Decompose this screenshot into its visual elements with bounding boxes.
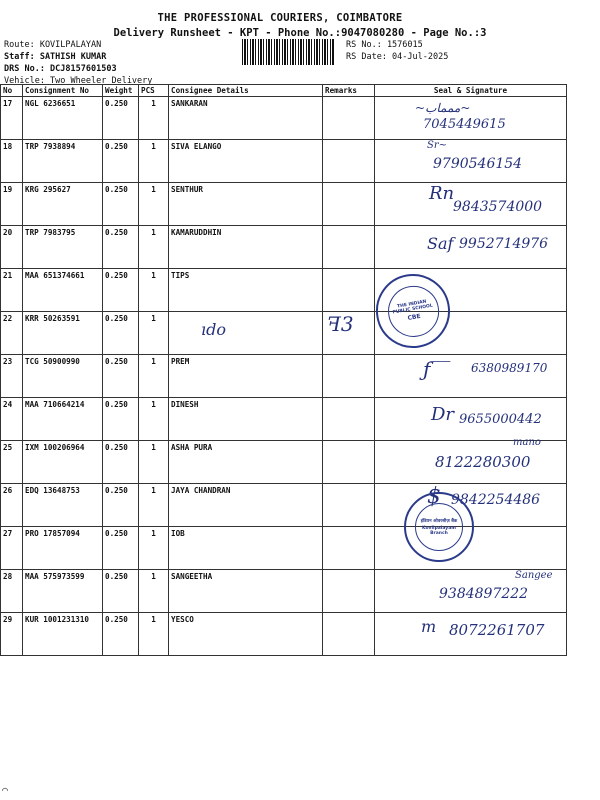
col-pcs: PCS xyxy=(139,85,169,97)
row-pcs: 1 xyxy=(139,484,169,527)
row-remarks xyxy=(323,226,375,269)
row-consignee: ASHA PURA xyxy=(169,441,323,484)
row-signature xyxy=(375,140,567,183)
school-seal-city: CBE xyxy=(406,312,422,322)
staff-label: Staff: SATHISH KUMAR xyxy=(4,52,107,62)
row-signature xyxy=(375,355,567,398)
row-weight: 0.250 xyxy=(103,269,139,312)
signature-phone: 8072261707 xyxy=(449,621,545,639)
row-signature xyxy=(375,437,567,484)
col-signature: Seal & Signature xyxy=(375,85,567,97)
signature-scrawl: Sangee xyxy=(515,570,553,581)
rs-date: RS Date: 04-Jul-2025 xyxy=(346,52,449,62)
bank-seal-inner xyxy=(415,503,463,551)
row-pcs: 1 xyxy=(139,527,169,570)
runsheet-table xyxy=(0,84,567,656)
table-row xyxy=(1,398,567,441)
signature-phone: 6380989170 xyxy=(471,361,548,375)
runsheet-subtitle: Delivery Runsheet - KPT - Phone No.:9047080280 - Page No.:3 xyxy=(113,27,487,39)
row-weight: 0.250 xyxy=(103,570,139,613)
handwritten-mark: ꟻ3 xyxy=(327,312,354,336)
row-no: 28 xyxy=(1,570,23,613)
row-signature xyxy=(375,97,567,140)
row-consignment: TRP 7938894 xyxy=(23,140,103,183)
barcode xyxy=(242,39,334,65)
row-no: 29 xyxy=(1,613,23,656)
table-row xyxy=(1,226,567,269)
row-remarks xyxy=(323,140,375,183)
col-consignment: Consignment No xyxy=(23,85,103,97)
col-consignee: Consignee Details xyxy=(169,85,323,97)
row-pcs: 1 xyxy=(139,441,169,484)
table-row xyxy=(1,140,567,183)
company-title: THE PROFESSIONAL COURIERS, COIMBATORE xyxy=(157,12,403,24)
table-row xyxy=(1,355,567,398)
row-no: 26 xyxy=(1,484,23,527)
row-remarks xyxy=(323,570,375,613)
signature-scrawl: ƒ‾‾ xyxy=(423,357,451,381)
school-seal-text: THE INDIAN PUBLIC SCHOOL xyxy=(392,299,434,316)
row-remarks xyxy=(323,97,375,140)
signature-phone: 9843574000 xyxy=(453,199,543,215)
row-signature xyxy=(375,570,567,613)
row-consignment: TRP 7983795 xyxy=(23,226,103,269)
row-weight: 0.250 xyxy=(103,140,139,183)
runsheet-meta-left xyxy=(4,39,152,87)
row-consignment: MAA 651374661 xyxy=(23,269,103,312)
table-row xyxy=(1,97,567,140)
row-consignee: IOB xyxy=(169,527,323,570)
signature-scrawl: Rn xyxy=(429,183,455,204)
row-no: 25 xyxy=(1,441,23,484)
signature-scrawl: Sr~ xyxy=(427,140,448,151)
route-label: Route: KOVILPALAYAN xyxy=(4,40,102,50)
signature-scrawl: $ xyxy=(427,484,441,509)
row-consignment: NGL 6236651 xyxy=(23,97,103,140)
runsheet-meta-right xyxy=(346,39,448,63)
row-consignee: SENTHUR xyxy=(169,183,323,226)
row-consignment: KRG 295627 xyxy=(23,183,103,226)
table-row xyxy=(1,183,567,226)
signature-scrawl: m xyxy=(421,617,437,636)
row-no: 22 xyxy=(1,312,23,355)
signature-scrawl: Saf xyxy=(427,234,454,253)
school-seal-inner xyxy=(383,281,442,340)
handwritten-mark: ıdo xyxy=(201,320,226,339)
row-pcs: 1 xyxy=(139,312,169,355)
table-row xyxy=(1,613,567,656)
signature-phone: 9384897222 xyxy=(439,586,529,602)
row-pcs: 1 xyxy=(139,183,169,226)
row-consignment: PRO 17857094 xyxy=(23,527,103,570)
row-consignee: SANGEETHA xyxy=(169,570,323,613)
row-remarks xyxy=(323,355,375,398)
row-signature xyxy=(375,226,567,269)
row-pcs: 1 xyxy=(139,269,169,312)
row-remarks xyxy=(323,441,375,484)
row-weight: 0.250 xyxy=(103,355,139,398)
signature-scrawl: mano xyxy=(513,437,541,448)
row-weight: 0.250 xyxy=(103,398,139,441)
row-weight: 0.250 xyxy=(103,226,139,269)
signature-phone: 9655000442 xyxy=(459,412,542,427)
drs-label: DRS No.: DCJ815760150З xyxy=(4,64,117,74)
col-no: No xyxy=(1,85,23,97)
row-pcs: 1 xyxy=(139,355,169,398)
row-consignment: EDQ 13648753 xyxy=(23,484,103,527)
bank-seal-stamp xyxy=(404,492,474,562)
row-weight: 0.250 xyxy=(103,441,139,484)
row-consignee: SANKARAN xyxy=(169,97,323,140)
row-remarks xyxy=(323,527,375,570)
row-pcs: 1 xyxy=(139,140,169,183)
table-row xyxy=(1,441,567,484)
row-weight: 0.250 xyxy=(103,183,139,226)
row-weight: 0.250 xyxy=(103,527,139,570)
signature-phone: 9952714976 xyxy=(459,236,549,252)
row-no: 19 xyxy=(1,183,23,226)
row-remarks xyxy=(323,269,375,312)
signature-phone: 8122280300 xyxy=(435,453,531,471)
row-weight: 0.250 xyxy=(103,312,139,355)
row-consignee: JAYA CHANDRAN xyxy=(169,484,323,527)
row-no: 17 xyxy=(1,97,23,140)
row-pcs: 1 xyxy=(139,97,169,140)
vehicle-label: Vehicle: Two Wheeler Delivery xyxy=(4,76,153,86)
row-consignment: MAA 710664214 xyxy=(23,398,103,441)
row-consignment: TCG 50900990 xyxy=(23,355,103,398)
row-weight: 0.250 xyxy=(103,484,139,527)
row-no: 24 xyxy=(1,398,23,441)
row-no: 21 xyxy=(1,269,23,312)
bank-seal-text: इंडियन ओवरसीज़ बैंक xyxy=(420,519,458,524)
row-consignment: MAA 575973599 xyxy=(23,570,103,613)
table-row xyxy=(1,570,567,613)
row-consignment: KRR 50263591 xyxy=(23,312,103,355)
row-remarks xyxy=(323,312,375,355)
row-weight: 0.250 xyxy=(103,613,139,656)
table-row xyxy=(1,312,567,355)
row-consignee: SIVA ELANGO xyxy=(169,140,323,183)
row-remarks xyxy=(323,613,375,656)
col-remarks: Remarks xyxy=(323,85,375,97)
row-consignment: KUR 1001231310 xyxy=(23,613,103,656)
row-consignment: IXM 100206964 xyxy=(23,441,103,484)
row-pcs: 1 xyxy=(139,613,169,656)
row-no: 20 xyxy=(1,226,23,269)
table-header-row xyxy=(1,85,567,97)
row-consignee: KAMARUDDHIN xyxy=(169,226,323,269)
signature-phone: 7045449615 xyxy=(423,117,506,132)
row-pcs: 1 xyxy=(139,398,169,441)
row-no: 27 xyxy=(1,527,23,570)
row-signature xyxy=(375,398,567,441)
row-signature xyxy=(375,183,567,226)
row-no: 23 xyxy=(1,355,23,398)
row-pcs: 1 xyxy=(139,226,169,269)
table-row xyxy=(1,484,567,527)
signature-phone: 9790546154 xyxy=(433,156,523,172)
corner-mark: ⌒ xyxy=(2,785,9,796)
row-pcs: 1 xyxy=(139,570,169,613)
row-consignee: DINESH xyxy=(169,398,323,441)
signature-scrawl: ~ممماب~ xyxy=(415,101,471,115)
row-remarks xyxy=(323,183,375,226)
row-consignee: YESCO xyxy=(169,613,323,656)
row-consignee: TIPS xyxy=(169,269,323,312)
row-consignee: PREM xyxy=(169,355,323,398)
table-row xyxy=(1,527,567,570)
signature-scrawl: Dr xyxy=(431,404,455,425)
table-row xyxy=(1,269,567,312)
signature-phone: 9842254486 xyxy=(451,492,541,508)
row-weight: 0.250 xyxy=(103,97,139,140)
rs-number: RS No.: 1576015 xyxy=(346,40,423,50)
row-remarks xyxy=(323,398,375,441)
row-remarks xyxy=(323,484,375,527)
col-weight: Weight xyxy=(103,85,139,97)
row-no: 18 xyxy=(1,140,23,183)
bank-seal-branch: Kovilpalayam Branch xyxy=(422,526,456,536)
row-signature xyxy=(375,613,567,656)
row-consignee xyxy=(169,312,323,355)
